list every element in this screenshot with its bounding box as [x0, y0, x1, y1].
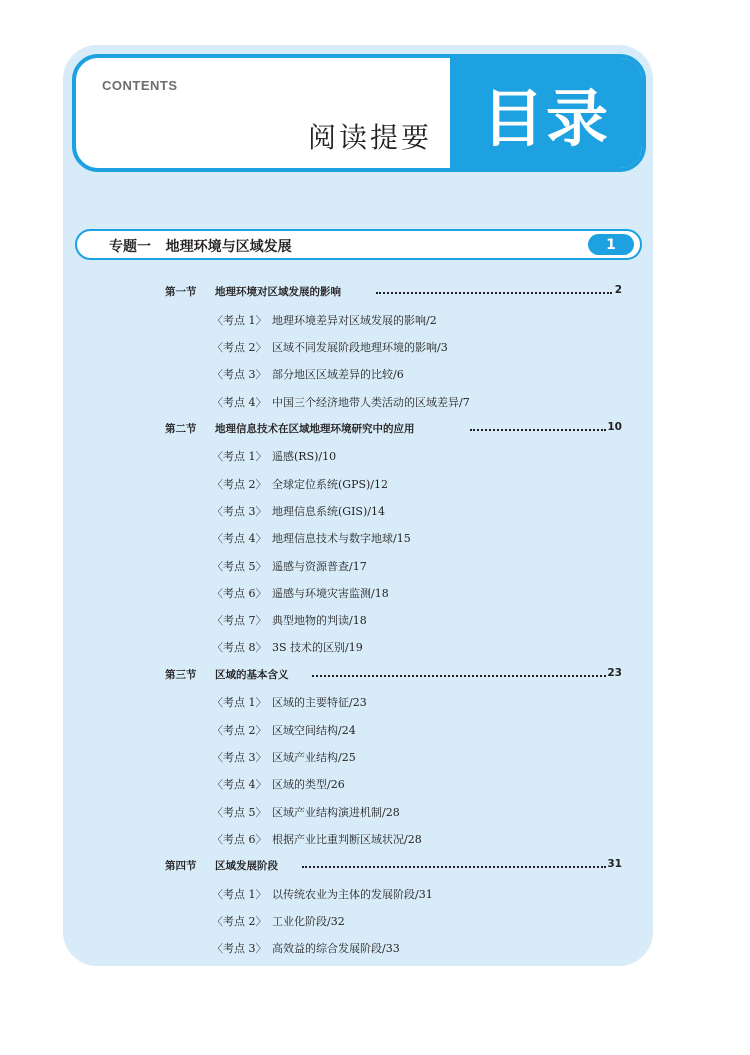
- point-row[interactable]: [0, 884, 750, 904]
- contents-header: [72, 54, 646, 172]
- section-label: 第一节: [165, 286, 197, 298]
- point-row[interactable]: [0, 392, 750, 412]
- dot-leader: [470, 429, 606, 431]
- point-text: 区域的主要特征/23: [272, 696, 367, 709]
- point-row[interactable]: [0, 528, 750, 548]
- point-label: 〈考点 4〉: [212, 778, 267, 791]
- point-label: 〈考点 8〉: [212, 641, 267, 654]
- point-label: 〈考点 3〉: [212, 505, 267, 518]
- point-row[interactable]: [0, 938, 750, 958]
- section-label: 第四节: [165, 860, 197, 872]
- section-row[interactable]: [0, 282, 750, 302]
- section-label: 第二节: [165, 423, 197, 435]
- point-text: 3S 技术的区别/19: [272, 641, 363, 654]
- point-label: 〈考点 2〉: [212, 341, 267, 354]
- point-label: 〈考点 4〉: [212, 532, 267, 545]
- point-text: 根据产业比重判断区域状况/28: [272, 833, 422, 846]
- point-label: 〈考点 7〉: [212, 614, 267, 627]
- section-page: 2: [614, 284, 622, 296]
- point-text: 遥感与资源普查/17: [272, 560, 367, 573]
- point-label: 〈考点 1〉: [212, 888, 267, 901]
- point-label: 〈考点 2〉: [212, 915, 267, 928]
- point-label: 〈考点 5〉: [212, 806, 267, 819]
- header-title-block: [450, 58, 642, 168]
- topic-bar[interactable]: [75, 229, 642, 260]
- point-text: 地理信息系统(GIS)/14: [272, 505, 385, 518]
- point-label: 〈考点 2〉: [212, 478, 267, 491]
- section-title: 区域的基本含义: [215, 669, 289, 681]
- point-label: 〈考点 3〉: [212, 942, 267, 955]
- point-text: 中国三个经济地带人类活动的区域差异/7: [272, 396, 470, 409]
- point-label: 〈考点 3〉: [212, 751, 267, 764]
- point-text: 工业化阶段/32: [272, 915, 345, 928]
- point-row[interactable]: [0, 720, 750, 740]
- header-subtitle: 阅读提要: [307, 121, 432, 154]
- section-title: 区域发展阶段: [215, 860, 278, 872]
- point-row[interactable]: [0, 637, 750, 657]
- point-row[interactable]: [0, 556, 750, 576]
- point-row[interactable]: [0, 337, 750, 357]
- point-text: 全球定位系统(GPS)/12: [272, 478, 389, 491]
- section-page: 10: [607, 421, 622, 433]
- section-title: 地理信息技术在区域地理环境研究中的应用: [215, 423, 415, 435]
- point-row[interactable]: [0, 446, 750, 466]
- point-text: 地理环境差异对区域发展的影响/2: [272, 314, 437, 327]
- point-row[interactable]: [0, 583, 750, 603]
- point-label: 〈考点 5〉: [212, 560, 267, 573]
- section-label: 第三节: [165, 669, 197, 681]
- point-label: 〈考点 1〉: [212, 696, 267, 709]
- point-row[interactable]: [0, 802, 750, 822]
- point-text: 地理信息技术与数字地球/15: [272, 532, 411, 545]
- section-title: 地理环境对区域发展的影响: [215, 286, 341, 298]
- point-row[interactable]: [0, 911, 750, 931]
- point-text: 遥感(RS)/10: [272, 450, 337, 463]
- point-text: 区域的类型/26: [272, 778, 345, 791]
- point-text: 区域不同发展阶段地理环境的影响/3: [272, 341, 448, 354]
- point-text: 区域产业结构/25: [272, 751, 356, 764]
- dot-leader: [312, 675, 606, 677]
- point-label: 〈考点 1〉: [212, 314, 267, 327]
- topic-page-badge: 1: [588, 234, 634, 255]
- page-title: 目录: [481, 81, 610, 155]
- point-row[interactable]: [0, 747, 750, 767]
- point-label: 〈考点 2〉: [212, 724, 267, 737]
- point-text: 遥感与环境灾害监测/18: [272, 587, 389, 600]
- point-label: 〈考点 6〉: [212, 833, 267, 846]
- section-row[interactable]: [0, 665, 750, 685]
- point-label: 〈考点 3〉: [212, 368, 267, 381]
- point-row[interactable]: [0, 610, 750, 630]
- section-page: 31: [607, 858, 622, 870]
- point-text: 高效益的综合发展阶段/33: [272, 942, 400, 955]
- point-text: 区域产业结构演进机制/28: [272, 806, 400, 819]
- point-text: 区域空间结构/24: [272, 724, 356, 737]
- contents-label: CONTENTS: [102, 78, 178, 93]
- point-row[interactable]: [0, 474, 750, 494]
- dot-leader: [302, 866, 606, 868]
- point-row[interactable]: [0, 501, 750, 521]
- section-row[interactable]: [0, 856, 750, 876]
- point-row[interactable]: [0, 829, 750, 849]
- point-label: 〈考点 4〉: [212, 396, 267, 409]
- topic-title: 专题一 地理环境与区域发展: [109, 239, 292, 255]
- point-row[interactable]: [0, 310, 750, 330]
- point-label: 〈考点 1〉: [212, 450, 267, 463]
- point-row[interactable]: [0, 692, 750, 712]
- point-row[interactable]: [0, 364, 750, 384]
- section-page: 23: [607, 667, 622, 679]
- point-text: 典型地物的判读/18: [272, 614, 367, 627]
- dot-leader: [376, 292, 612, 294]
- point-row[interactable]: [0, 774, 750, 794]
- point-text: 部分地区区域差异的比较/6: [272, 368, 404, 381]
- section-row[interactable]: [0, 419, 750, 439]
- point-label: 〈考点 6〉: [212, 587, 267, 600]
- point-text: 以传统农业为主体的发展阶段/31: [272, 888, 433, 901]
